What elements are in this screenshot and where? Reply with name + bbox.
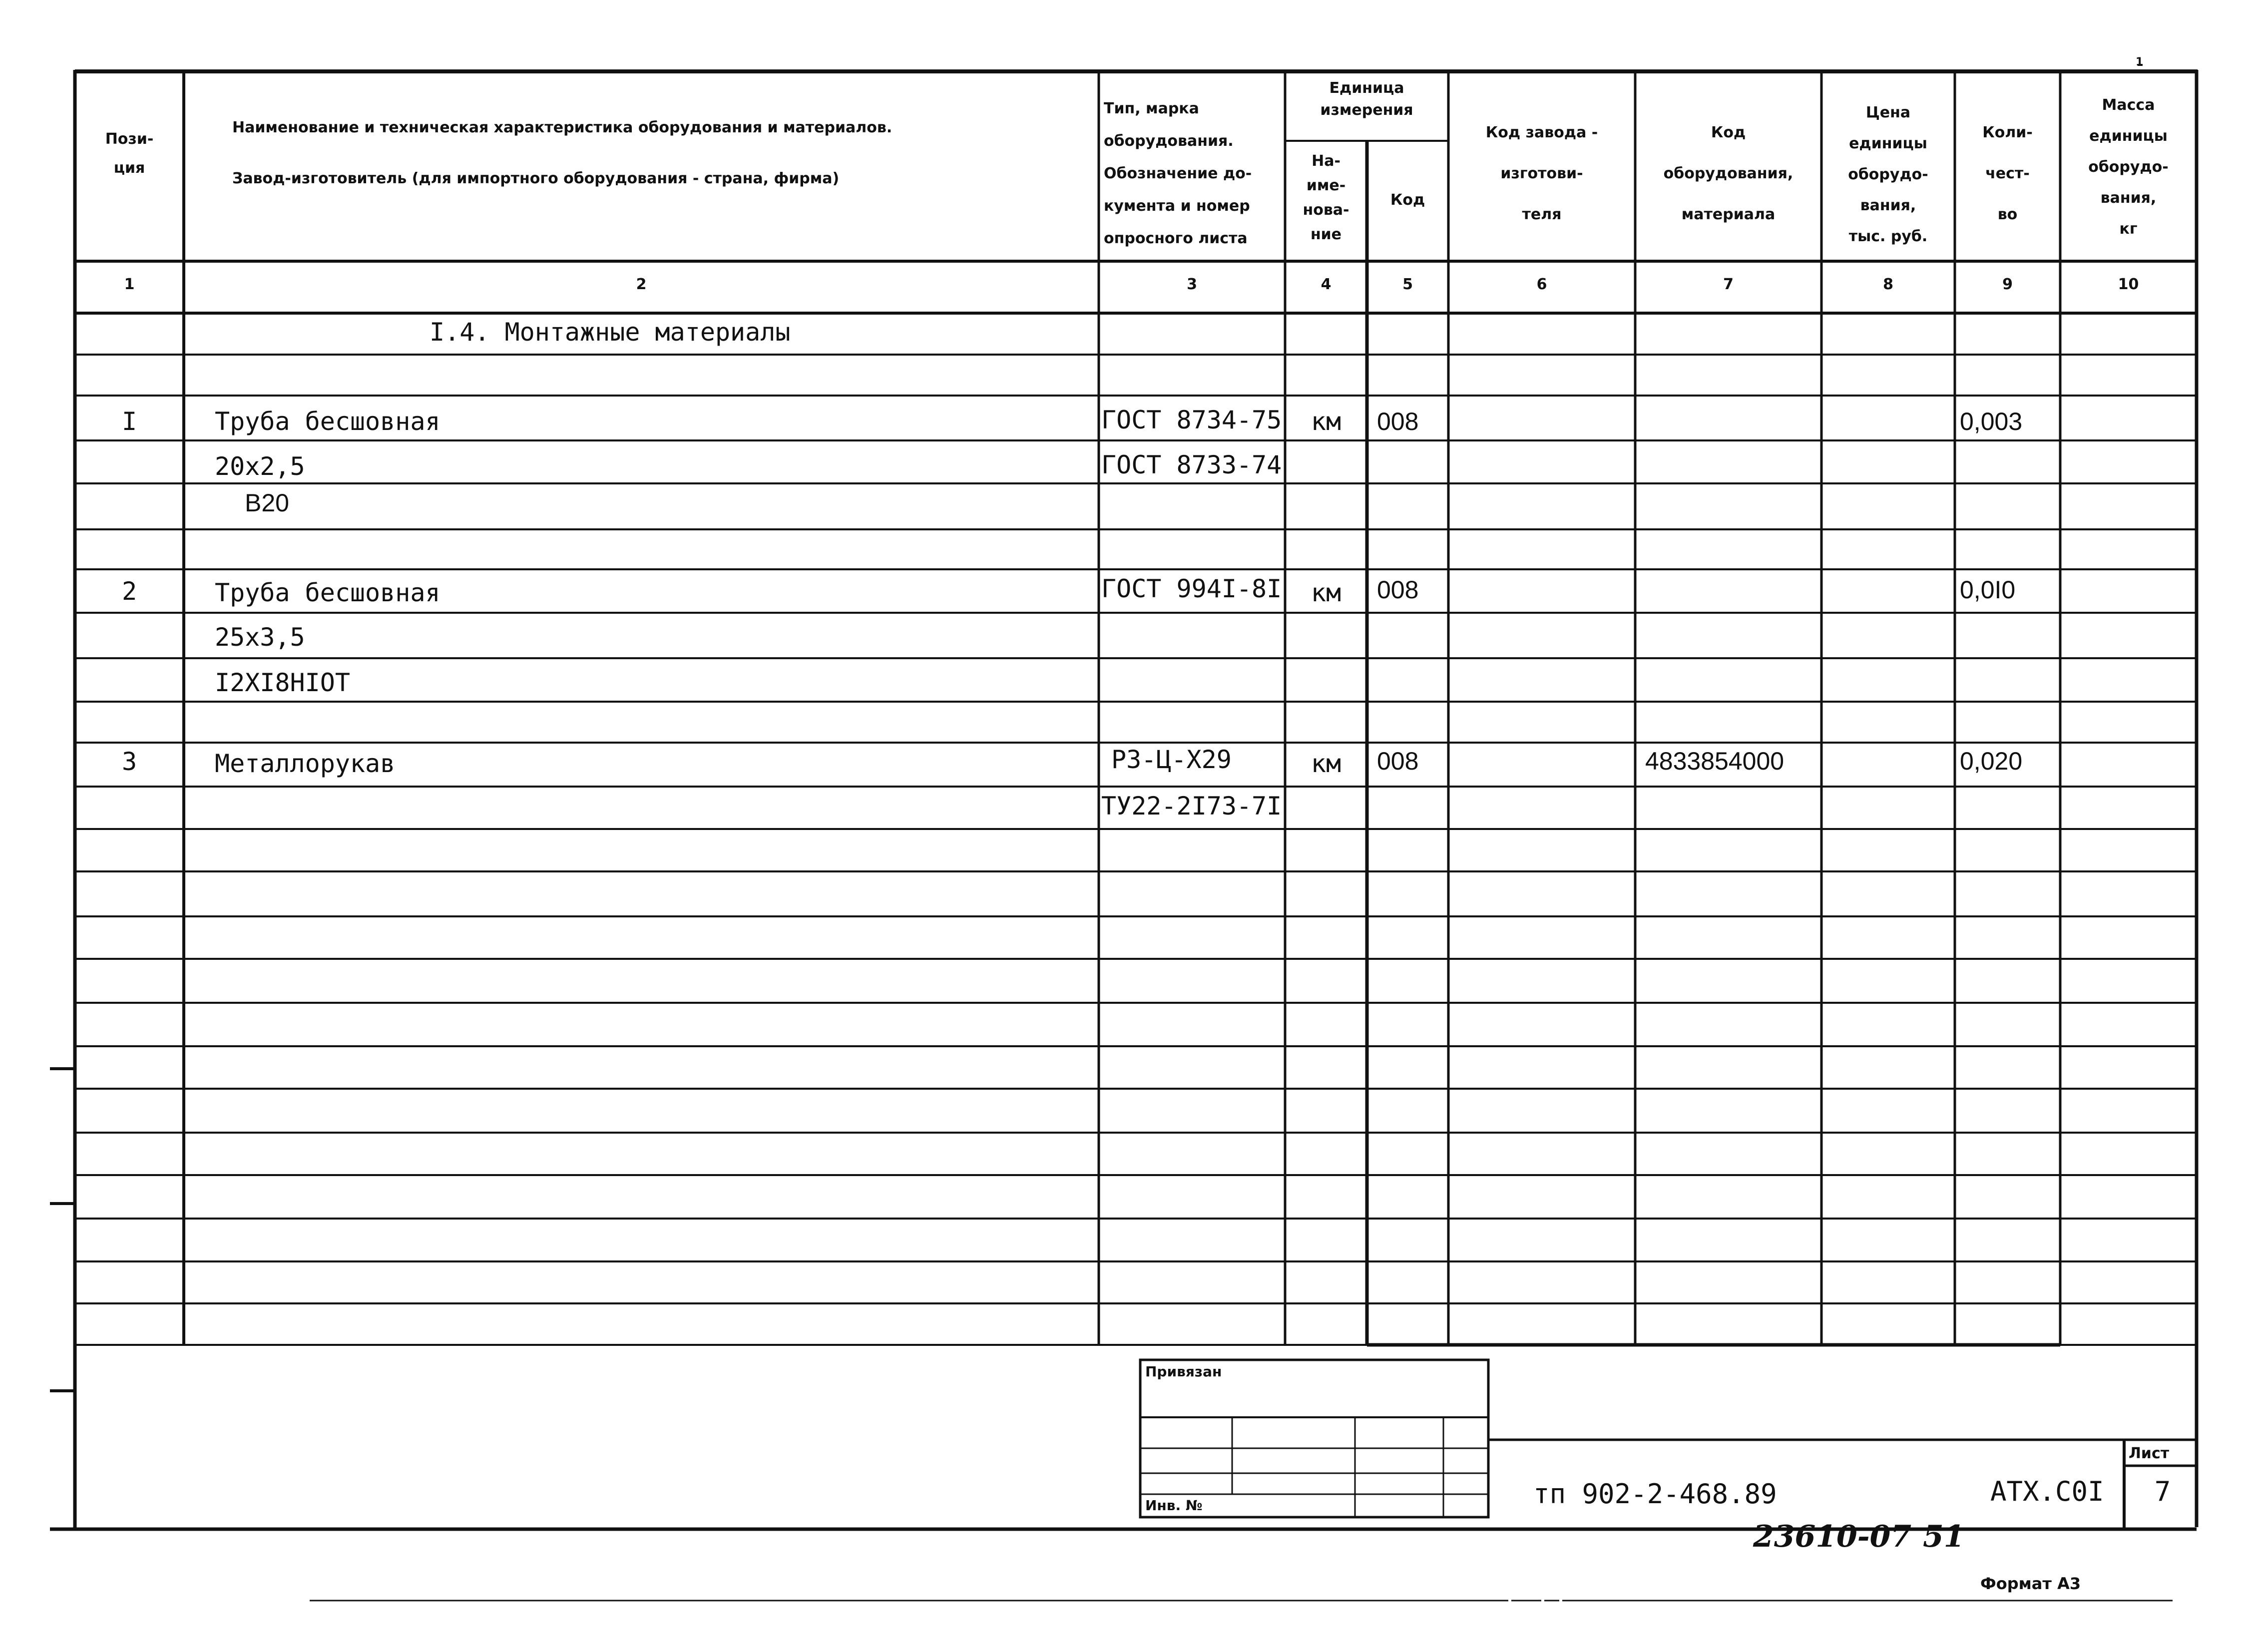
table-cell-name: В20 [245,489,289,517]
table-cell-quantity: 0,020 [1960,747,2023,775]
header-unit-code: Код [1390,191,1425,209]
section-title: I.4. Монтажные материалы [430,318,791,347]
table-cell-type: ГОСТ 8734-75 [1101,406,1282,434]
document-number: тп 902-2-468.89 [1533,1478,1777,1510]
table-cell-code: 008 [1377,747,1419,775]
column-number: 6 [1536,276,1547,293]
header-mass: Масса единицы оборудо- вания, кг [2088,96,2169,238]
column-number: 1 [124,276,135,293]
column-number: 3 [1187,276,1197,293]
table-cell-quantity: 0,0I0 [1960,576,2016,604]
header-manufacturer-code: Код завода - изготови- теля [1485,124,1598,223]
stamp-linked-label: Привязан [1145,1363,1222,1380]
header-price: Цена единицы оборудо- вания, тыс. руб. [1848,104,1928,245]
table-cell-type: ТУ22-2I73-7I [1101,792,1282,821]
table-cell-name: Труба бесшовная [215,578,441,607]
table-cell-code: 008 [1377,576,1419,604]
handwritten-number: 23610-07 [1753,1519,1912,1554]
header-material-code: Код оборудования, материала [1663,124,1794,223]
header-position: Пози- ция [105,130,154,177]
table-cell-position: 2 [121,577,137,606]
stamp-inventory-label: Инв. № [1145,1497,1203,1514]
table-cell-position: 3 [121,747,137,776]
column-number: 10 [2118,276,2139,293]
table-cell-type: ГОСТ 8733-74 [1101,450,1282,479]
table-cell-name: I2XI8HIOT [215,668,350,697]
document-code: АТХ.С0I [1990,1476,2104,1507]
table-cell-name: 25х3,5 [215,623,305,652]
table-cell-unit: км [1311,578,1342,607]
format-label: Формат А3 [1980,1574,2081,1593]
sheet-number: 7 [2154,1476,2171,1507]
column-number: 2 [636,276,647,293]
table-cell-position: I [121,407,137,436]
column-number: 7 [1723,276,1734,293]
header-name-line1: Наименование и техническая характеристика оборудования и материалов. [232,119,893,136]
table-cell-type: РЗ-Ц-Х29 [1111,745,1232,774]
header-name-line2: Завод-изготовитель (для импортного оборудования - страна, фирма) [232,170,840,187]
header-unit-group: Единица измерения [1320,79,1413,119]
table-cell-type: ГОСТ 994I-8I [1101,574,1282,603]
column-number: 8 [1883,276,1893,293]
table-cell-quantity: 0,003 [1960,408,2023,435]
table-cell-unit: км [1311,749,1342,778]
table-cell-name: Труба бесшовная [215,407,441,436]
table-cell-code: 008 [1377,408,1419,435]
header-type: Тип, марка оборудования. Обозначение до- кумента и номер опросного листа [1104,100,1252,247]
header-quantity: Коли- чест- во [1982,124,2033,223]
table-cell-material-code: 4833854000 [1645,747,1785,775]
table-cell-unit: км [1311,407,1342,436]
corner-mark: 1 [2136,56,2144,68]
column-number: 9 [2002,276,2013,293]
table-cell-name: 20х2,5 [215,452,305,481]
sheet-label: Лист [2129,1445,2170,1462]
column-number: 4 [1321,276,1332,293]
table-cell-name: Металлорукав [215,749,396,778]
header-unit-name: На- име- нова- ние [1303,152,1349,243]
handwritten-page: 51 [1923,1519,1965,1554]
column-number: 5 [1402,276,1413,293]
